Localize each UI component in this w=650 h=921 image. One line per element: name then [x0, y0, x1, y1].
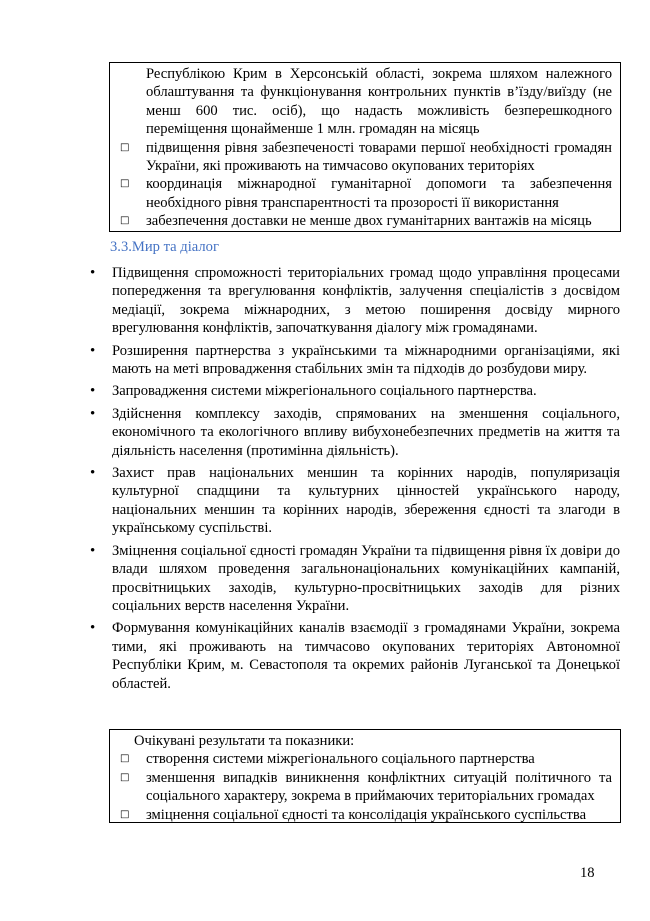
- results-box-continued: [109, 62, 621, 232]
- checklist-item: [118, 175, 612, 212]
- list-item-text: Здійснення комплексу заходів, спрямованих на зменшення соціального, економічного та екологічного впливу вибухонебезпечних предметів на життя та діяльність населення (протимінна діяльність).: [112, 405, 620, 459]
- checkbox-icon: □: [120, 771, 130, 783]
- checkbox-icon: □: [120, 141, 130, 153]
- checklist-item: [118, 769, 612, 806]
- continued-text: Республікою Крим в Херсонській області, зокрема шляхом належного облаштування та функціонування контрольних пунктів в’їзду/виїзду (не менш 600 тис. осіб), що надасть можливість безперешкодного переміщення щонайменше 1 млн. громадян на місяць: [146, 66, 612, 138]
- measures-list: [90, 264, 620, 697]
- checklist-item-text: створення системи міжрегіонального соціального партнерства: [146, 751, 535, 768]
- list-item: [90, 619, 620, 693]
- bullet-icon: •: [90, 265, 96, 281]
- list-item-text: Підвищення спроможності територіальних громад щодо управління процесами попередження та врегулювання конфліктів, залучення спеціалістів з досвідом медіації, зокрема міжнародних, з метою поширення досвіду мирного врегулювання конфліктів, започаткування діалогу між громадянами.: [112, 265, 620, 337]
- checklist-item-text: забезпечення доставки не менше двох гуманітарних вантажів на місяць: [146, 213, 592, 230]
- checkbox-icon: □: [120, 808, 130, 820]
- checklist-item-text: зміцнення соціальної єдності та консолідація українського суспільства: [146, 806, 587, 823]
- list-item-text: Розширення партнерства з українськими та міжнародними організаціями, які мають на меті впровадження стабільних змін та підходів до розбудови миру.: [112, 342, 620, 378]
- checkbox-icon: □: [120, 753, 130, 765]
- checklist-item-text: координація міжнародної гуманітарної допомоги та забезпечення необхідного рівня транспарентності та прозорості її використання: [146, 176, 612, 211]
- list-item: [90, 464, 620, 538]
- checklist-item-text: підвищення рівня забезпеченості товарами першої необхідності громадян України, які проживають на тимчасово окупованих територіях: [146, 139, 612, 175]
- list-item: [90, 405, 620, 460]
- checklist-item: [118, 139, 612, 176]
- bullet-icon: •: [90, 542, 96, 559]
- checklist-item-text: зменшення випадків виникнення конфліктних ситуацій політичного та соціального характеру, зокрема в приймаючих територіальних громадах: [146, 769, 612, 805]
- list-item-text: Формування комунікаційних каналів взаємодії з громадянами України, зокрема тими, які проживають на тимчасово окупованих територіях Автономної Республіки Крим, м. Севастополя та окремих районів Луганської та Донецької областей.: [112, 620, 620, 692]
- list-item: [90, 542, 620, 616]
- list-item: [90, 382, 620, 400]
- section-heading: 3.3.Мир та діалог: [110, 239, 219, 255]
- bullet-icon: •: [90, 383, 96, 400]
- bullet-icon: •: [90, 405, 96, 422]
- list-item-text: Зміцнення соціальної єдності громадян України та підвищення рівня їх довіри до влади шляхом проведення загальнонаціональних комунікаційних кампаній, просвітницьких заходів, культурно-просвітницьких заходів для різних соціальних верств населення України.: [112, 542, 620, 614]
- list-item-text: Запровадження системи міжрегіонального соціального партнерства.: [112, 383, 537, 400]
- bullet-icon: •: [90, 342, 96, 359]
- checklist-item: [118, 750, 612, 768]
- list-item-text: Захист прав національних меншин та корінних народів, популяризація культурної спадщини та культурних цінностей українського народу, національних меншин та корінних народів, збереження єдності та злагоди в українському суспільстві.: [112, 465, 620, 537]
- checkbox-icon: □: [120, 178, 130, 190]
- checklist-item: [118, 806, 612, 824]
- checklist-item: [118, 212, 612, 230]
- list-item: [90, 264, 620, 338]
- list-item: [90, 342, 620, 379]
- results-intro: Очікувані результати та показники:: [134, 733, 355, 749]
- checkbox-icon: □: [120, 215, 130, 227]
- bullet-icon: •: [90, 620, 96, 637]
- bullet-icon: •: [90, 465, 96, 482]
- page-number: 18: [580, 865, 595, 881]
- results-box: [109, 729, 621, 823]
